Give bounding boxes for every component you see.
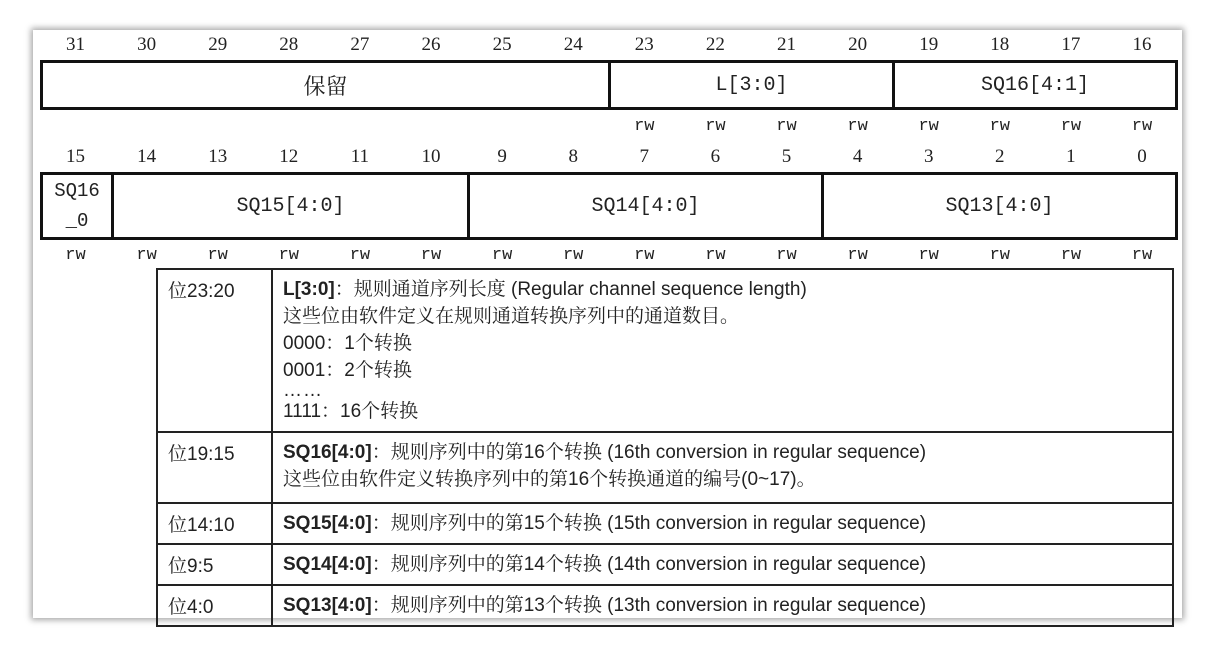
- bit-number: 28: [279, 34, 299, 55]
- access-type: rw: [562, 246, 584, 265]
- field-label: SQ16[4:1]: [980, 73, 1090, 97]
- field-name: L[3:0]: [283, 279, 335, 300]
- description-line: 这些位由软件定义转换序列中的第16个转换通道的编号(0~17)。: [283, 469, 816, 490]
- bit-description-table: [156, 268, 1174, 627]
- field-label: SQ15[4:0]: [236, 194, 345, 218]
- bit-number: 31: [66, 34, 85, 55]
- access-type: rw: [918, 246, 939, 265]
- access-type: rw: [420, 246, 442, 265]
- bit-number: 2: [995, 146, 1005, 167]
- access-type: rw: [705, 246, 726, 265]
- bit-description: [272, 585, 1173, 626]
- field-label-line2: _0: [65, 210, 89, 232]
- document-frame: [33, 30, 1182, 618]
- bit-number: 6: [710, 146, 721, 167]
- bit-number: 8: [568, 146, 578, 167]
- bit-number: 5: [781, 146, 792, 167]
- field-title: ：规则通道序列长度 (Regular channel sequence length): [334, 279, 807, 300]
- access-type: rw: [918, 117, 939, 136]
- table-row: [157, 432, 1173, 503]
- bit-number: 24: [563, 34, 583, 55]
- bit-number: 11: [350, 146, 370, 167]
- description-line: 0001：2个转换: [283, 360, 412, 381]
- field-label: 保留: [303, 73, 348, 99]
- field-label-line1: SQ16: [54, 180, 100, 202]
- table-row: [157, 585, 1173, 626]
- field-title: ：规则序列中的第16个转换 (16th conversion in regular sequence): [371, 442, 927, 463]
- bit-number: 9: [497, 146, 507, 167]
- bit-number: 3: [923, 146, 934, 167]
- lower-access-row: [40, 243, 1177, 269]
- description-line: 1111：16个转换: [283, 401, 419, 422]
- bit-number: 7: [639, 146, 650, 167]
- access-type: rw: [705, 117, 726, 136]
- field-reserved: [40, 60, 611, 110]
- access-type: rw: [1131, 117, 1153, 136]
- table-row: [157, 544, 1173, 585]
- lower-bit-numbers: [40, 144, 1177, 170]
- field-sq16-upper: [892, 60, 1178, 110]
- bit-number: 21: [777, 34, 796, 55]
- bit-number: 0: [1137, 146, 1147, 167]
- table-row: [157, 503, 1173, 544]
- access-type: rw: [776, 117, 797, 136]
- ellipsis-line: ……: [283, 380, 323, 401]
- access-type: rw: [65, 246, 86, 265]
- bit-number: 27: [350, 34, 370, 55]
- access-type: rw: [847, 117, 868, 136]
- bit-number: 17: [1061, 34, 1081, 55]
- field-title: ：规则序列中的第13个转换 (13th conversion in regular sequence): [371, 595, 927, 616]
- bit-number: 10: [421, 146, 441, 167]
- bit-number: 23: [634, 34, 654, 55]
- bit-number: 22: [705, 34, 725, 55]
- register-diagram: [33, 30, 1182, 270]
- bit-description: [272, 269, 1173, 432]
- table-row: [157, 269, 1173, 432]
- bit-number: 15: [66, 146, 85, 167]
- bit-number: 29: [208, 34, 228, 55]
- field-name: SQ16[4:0]: [283, 442, 372, 463]
- field-label: L[3:0]: [715, 73, 788, 97]
- bit-description: [272, 432, 1173, 503]
- field-l: [608, 60, 895, 110]
- bit-number: 30: [137, 34, 157, 55]
- upper-bit-numbers: [40, 32, 1177, 58]
- field-title: ：规则序列中的第15个转换 (15th conversion in regular sequence): [371, 513, 927, 534]
- access-type: rw: [1060, 246, 1082, 265]
- field-title: ：规则序列中的第14个转换 (14th conversion in regular sequence): [371, 554, 927, 575]
- bit-number: 12: [279, 146, 299, 167]
- access-type: rw: [491, 246, 513, 265]
- access-type: rw: [634, 246, 655, 265]
- bit-number: 26: [421, 34, 441, 55]
- field-label: SQ13[4:0]: [945, 194, 1054, 218]
- bit-number: 18: [990, 34, 1010, 55]
- field-sq14: [467, 172, 824, 240]
- bit-range: 位23:20: [157, 269, 272, 432]
- access-type: rw: [776, 246, 797, 265]
- access-type: rw: [278, 246, 299, 265]
- field-sq16-bit0: [40, 172, 114, 240]
- bit-description: [272, 503, 1173, 544]
- field-sq13: [821, 172, 1178, 240]
- access-type: rw: [349, 246, 371, 265]
- bit-description: [272, 544, 1173, 585]
- access-type: rw: [1060, 117, 1082, 136]
- description-line: 这些位由软件定义在规则通道转换序列中的通道数目。: [283, 306, 740, 327]
- bit-number: 14: [137, 146, 157, 167]
- access-type: rw: [847, 246, 868, 265]
- bit-number: 13: [208, 146, 228, 167]
- bit-number: 16: [1132, 34, 1152, 55]
- access-type: rw: [989, 246, 1010, 265]
- bit-range: 位19:15: [157, 432, 272, 503]
- access-type: rw: [136, 246, 157, 265]
- field-name: SQ15[4:0]: [283, 513, 372, 534]
- access-type: rw: [989, 117, 1010, 136]
- description-line: 0000：1个转换: [283, 333, 412, 354]
- bit-number: 20: [848, 34, 868, 55]
- field-label: SQ14[4:0]: [591, 194, 700, 218]
- field-name: SQ13[4:0]: [283, 595, 372, 616]
- field-name: SQ14[4:0]: [283, 554, 372, 575]
- field-sq15: [111, 172, 470, 240]
- bit-range: 位9:5: [157, 544, 272, 585]
- bit-number: 25: [492, 34, 512, 55]
- access-type: rw: [207, 246, 228, 265]
- bit-number: 4: [852, 146, 863, 167]
- bit-number: 19: [919, 34, 939, 55]
- access-type: rw: [634, 117, 655, 136]
- bit-range: 位4:0: [157, 585, 272, 626]
- bit-number: 1: [1066, 146, 1076, 167]
- upper-access-row: [40, 114, 1177, 140]
- access-type: rw: [1131, 246, 1153, 265]
- bit-range: 位14:10: [157, 503, 272, 544]
